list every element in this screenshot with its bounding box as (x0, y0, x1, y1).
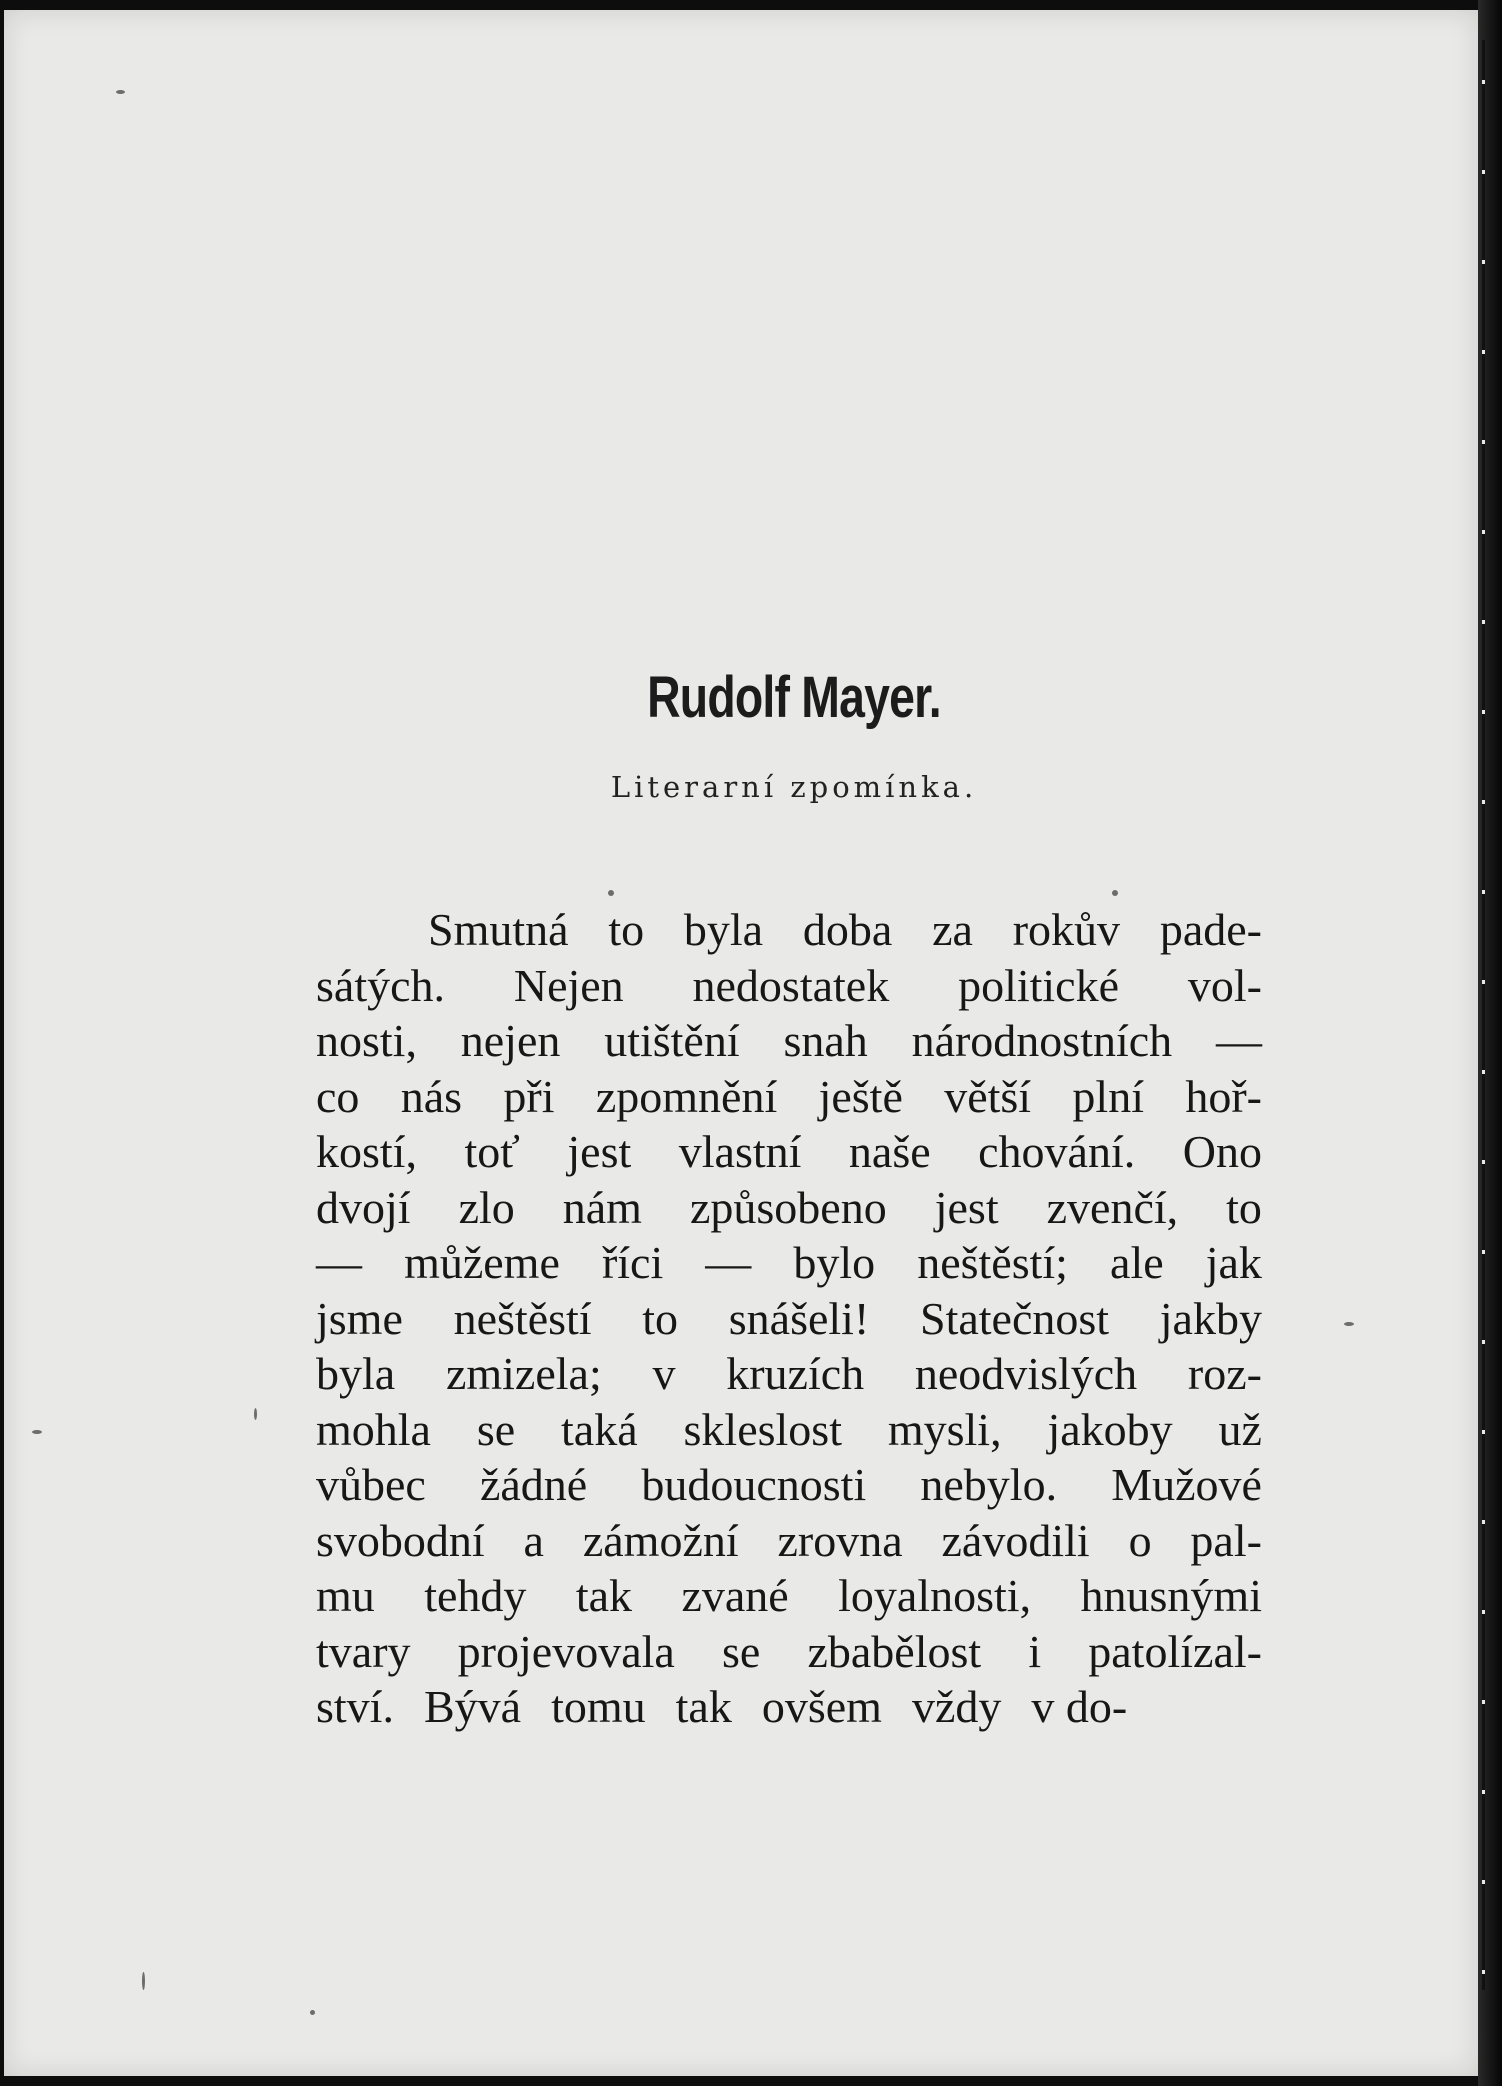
word: — (1215, 1015, 1262, 1066)
word: ještě (818, 1070, 903, 1122)
word: byla (316, 1348, 396, 1399)
chapter-subtitle: Literarní zpomínka. (610, 770, 978, 804)
dust-speck (1112, 890, 1118, 896)
word: kruzích (726, 1348, 865, 1399)
dust-speck (116, 90, 125, 94)
text-line (316, 1124, 1262, 1180)
word: tomu (551, 1681, 646, 1732)
word: se (476, 1403, 516, 1455)
word: v (652, 1348, 676, 1399)
word: — (316, 1237, 362, 1288)
word: doba (802, 904, 893, 955)
word: se (721, 1625, 761, 1677)
word: ství. (316, 1681, 394, 1732)
word: jakoby (1047, 1403, 1173, 1455)
word: způsobeno (689, 1181, 887, 1233)
text-line (316, 1624, 1262, 1680)
word: a (523, 1514, 544, 1566)
word: neodvislých (914, 1348, 1138, 1399)
word: nám (562, 1181, 642, 1233)
dust-speck (32, 1430, 42, 1434)
text-line (316, 1346, 1262, 1402)
word: hoř- (1185, 1070, 1262, 1122)
word: o (1128, 1514, 1152, 1566)
word: mysli, (887, 1403, 1002, 1455)
text-line (316, 1402, 1262, 1458)
word: to (608, 904, 645, 955)
text-line (316, 1513, 1262, 1569)
word: tak (575, 1570, 633, 1621)
word: větší (944, 1070, 1032, 1122)
word: vol- (1187, 959, 1262, 1011)
word: jest (567, 1126, 632, 1177)
word: Ono (1182, 1126, 1262, 1177)
word: co (316, 1070, 360, 1122)
word: zvenčí, (1046, 1181, 1179, 1233)
dust-speck (254, 1408, 257, 1420)
word: neštěstí (453, 1292, 592, 1344)
word: zpomnění (595, 1070, 778, 1122)
text-line (316, 1568, 1262, 1624)
word: tak (675, 1681, 732, 1732)
word: zvané (681, 1570, 789, 1621)
word: vůbec (316, 1459, 426, 1510)
word: ale (1110, 1237, 1164, 1288)
word: i (1028, 1625, 1042, 1677)
word: plní (1072, 1070, 1144, 1122)
word: roz- (1187, 1348, 1262, 1399)
text-line (316, 1180, 1262, 1236)
word: zlo (458, 1181, 515, 1233)
text-line (316, 1235, 1262, 1291)
word: byla (683, 904, 764, 955)
word: dvojí (316, 1181, 411, 1233)
word: národnostních (911, 1015, 1173, 1066)
word: snášeli! (728, 1292, 870, 1344)
word: můžeme (404, 1237, 560, 1288)
word: hnusnými (1080, 1570, 1262, 1621)
word: Bývá (423, 1681, 522, 1732)
dust-speck (608, 890, 614, 896)
word: žádné (479, 1459, 588, 1510)
word: tvary (316, 1625, 411, 1677)
word: zámožní (582, 1514, 739, 1566)
word: jakby (1159, 1292, 1262, 1344)
text-line (316, 902, 1262, 958)
word: pal- (1190, 1514, 1262, 1566)
word: Statečnost (919, 1292, 1110, 1344)
word: zbabělost (807, 1625, 982, 1677)
word: nás (400, 1070, 463, 1122)
chapter-title: Rudolf Mayer. (647, 665, 941, 730)
dust-speck (1344, 1322, 1354, 1326)
word: chování. (978, 1126, 1136, 1177)
text-line (316, 1457, 1262, 1513)
word: taká (561, 1403, 638, 1455)
text-line (316, 958, 1262, 1014)
word: loyalnosti, (838, 1570, 1032, 1621)
word: zmizela; (445, 1348, 602, 1399)
word: jest (934, 1181, 999, 1233)
word: říci (601, 1237, 664, 1288)
text-line (316, 1291, 1262, 1347)
word: závodili (941, 1514, 1090, 1566)
word: neštěstí; (917, 1237, 1068, 1288)
text-line (316, 1679, 1262, 1735)
word: mu (316, 1570, 375, 1621)
word: patolízal- (1088, 1625, 1262, 1677)
word: svobodní (316, 1514, 485, 1566)
word: Smutná (428, 904, 569, 955)
word: vždy (911, 1681, 1002, 1732)
word: za (932, 904, 973, 955)
word: nebylo. (920, 1459, 1058, 1510)
body-paragraph (316, 902, 1262, 1735)
word: to (642, 1292, 679, 1344)
text-line (316, 1069, 1262, 1125)
word: naše (848, 1126, 931, 1177)
word: rokův (1012, 904, 1121, 955)
word: vlastní (678, 1126, 802, 1177)
word: nedostatek (692, 959, 890, 1011)
word: bylo (793, 1237, 876, 1288)
word: toť (464, 1126, 520, 1177)
word: to (1226, 1181, 1262, 1233)
word: Nejen (513, 959, 624, 1011)
dust-speck (142, 1972, 145, 1990)
word: — (705, 1237, 752, 1288)
word: kostí, (316, 1126, 417, 1177)
page-edge-shadow (1478, 0, 1502, 2086)
word: pade- (1159, 904, 1262, 955)
word: Mužové (1111, 1459, 1262, 1510)
word: ovšem (761, 1681, 882, 1732)
word: utištění (604, 1015, 740, 1066)
word: při (503, 1070, 555, 1122)
paper-sheet (4, 10, 1478, 2076)
word: zrovna (777, 1514, 903, 1566)
word: budoucnosti (641, 1459, 867, 1510)
word: nejen (460, 1015, 561, 1066)
word: snah (783, 1015, 868, 1066)
word: projevovala (457, 1625, 675, 1677)
word: v do- (1031, 1681, 1128, 1732)
text-line (316, 1013, 1262, 1069)
word: tehdy (424, 1570, 527, 1621)
word: politické (958, 959, 1120, 1011)
word: skleslost (683, 1403, 842, 1455)
word: mohla (316, 1403, 431, 1455)
word: sátých. (316, 959, 446, 1011)
word: jsme (316, 1292, 403, 1344)
word: jak (1205, 1237, 1262, 1288)
word: už (1218, 1403, 1262, 1455)
word: nosti, (316, 1015, 417, 1066)
dust-speck (310, 2010, 315, 2015)
